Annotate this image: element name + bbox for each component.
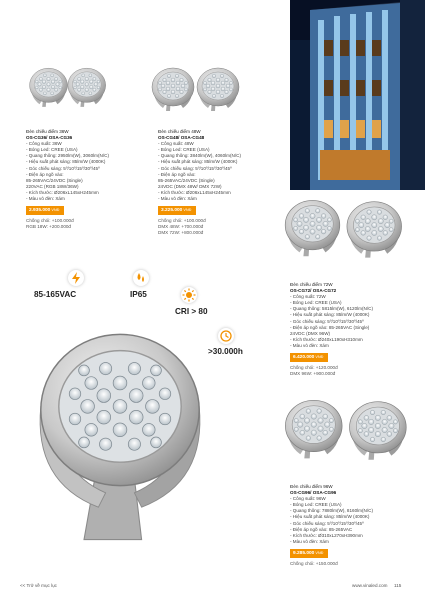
lifetime-badge — [218, 328, 234, 344]
building-night-photo — [290, 0, 425, 190]
option-line: Chống chói: +150.000đ — [290, 561, 338, 567]
spec-line: - Góc chiếu sáng: 5º/10º/15º/30º/45º — [158, 165, 232, 171]
spec-line: 24VDC (DMX 48W/ DMX 72W) — [158, 183, 222, 189]
spec-line: - Màu vỏ đèn: Xám — [290, 538, 329, 544]
spec-line: - Góc chiếu sáng: 5º/10º/15º/30º/45º — [290, 318, 364, 324]
cri-label: CRI > 80 — [175, 307, 208, 316]
option-line: DMX 96W: +900.000đ — [290, 371, 336, 377]
price-currency: VNĐ — [315, 550, 324, 555]
spec-line: - Màu vỏ đèn: Xám — [290, 342, 329, 348]
product-hero-image — [30, 320, 210, 545]
lightning-bolt-icon — [68, 270, 84, 286]
spec-line: - Quang thông: 2950lm(W), 3060lm(N/C) — [26, 153, 109, 159]
back-to-contents-link[interactable]: << Trở về mục lục — [20, 583, 57, 588]
spec-line: - Hiệu suất phát sáng: 85lm/W (4000K) — [26, 159, 106, 165]
product-code: OS-CG48/ OSA-CG48 — [158, 135, 205, 141]
product-title: Đèn chiếu điểm 96W — [290, 484, 333, 489]
option-line: Chống chói: +100.000đ — [26, 218, 74, 224]
spec-line: - Góc chiếu sáng: 5º/10º/15º/30º/45º — [26, 165, 100, 171]
price-currency: VNĐ — [315, 355, 324, 360]
product-image-36w — [26, 58, 116, 118]
product-48w — [158, 129, 241, 237]
spec-line: - Bóng Led: CREE (USA) — [290, 300, 342, 306]
spec-line: 85-265VAC/24VDC (Single) — [26, 177, 83, 183]
ip-rating-label: IP65 — [130, 290, 147, 299]
voltage-label: 85-165VAC — [34, 290, 77, 299]
option-line: Chống chói: +120.000đ — [290, 365, 338, 371]
option-line: DMX 48W: +700.000đ — [158, 224, 204, 230]
product-title: Đèn chiếu điểm 48W — [158, 129, 201, 134]
clock-icon — [218, 328, 234, 344]
price-badge — [26, 206, 64, 215]
spec-line: - Kích thước: Ø240xL190xH310mm — [290, 336, 363, 342]
spec-line: - Bóng Led: CREE (USA) — [158, 147, 210, 153]
spec-line: - Màu vỏ đèn: Xám — [158, 196, 197, 202]
product-image-96w — [280, 390, 415, 470]
product-code: OS-CG36/ OSA-CG36 — [26, 135, 73, 141]
spec-line: - Công suất: 48W — [158, 141, 194, 147]
spec-line: - Bóng Led: CREE (USA) — [26, 147, 78, 153]
product-title: Đèn chiếu điểm 72W — [290, 282, 333, 287]
product-72w — [290, 282, 373, 377]
product-36w — [26, 129, 109, 230]
spec-line: 85-265VAC/24VDC (Single) — [158, 177, 215, 183]
spec-line: - Công suất: 72W — [290, 294, 326, 300]
water-drops-icon — [133, 270, 149, 286]
spec-line: - Kích thước: Ø206xL145xH245mm — [158, 189, 231, 195]
product-image-48w — [148, 58, 248, 122]
option-line: Chống chói: +100.000đ — [158, 218, 206, 224]
spec-line: - Kích thước: Ø310xL270xH390mm — [290, 532, 363, 538]
product-title: Đèn chiếu điểm 36W — [26, 129, 69, 134]
spec-line: - Quang thông: 7880lm(W), 8160lm(N/C) — [290, 508, 373, 514]
price-currency: VNĐ — [51, 208, 60, 213]
spec-line: - Công suất: 36W — [26, 141, 62, 147]
spec-line: - Điện áp ngõ vào: 85-265VAC — [290, 526, 353, 532]
spec-line: - Kích thước: Ø206xL145xH245mm — [26, 189, 99, 195]
spec-line: - Công suất: 96W — [290, 496, 326, 502]
spec-line: - Điện áp ngõ vào: — [158, 171, 196, 177]
product-96w — [290, 484, 373, 567]
spec-line: 220VAC (RGB 18W/36W) — [26, 183, 79, 189]
price-value: 2.935.000 — [29, 208, 51, 214]
price-badge — [290, 549, 328, 558]
spec-line: - Quang thông: 5815lm(W), 6120lm(N/C) — [290, 306, 373, 312]
product-code: OS-CG96/ OSA-CG96 — [290, 490, 337, 496]
page-number: 115 — [394, 583, 402, 588]
cri-badge — [181, 287, 197, 303]
price-currency: VNĐ — [183, 208, 192, 213]
price-badge — [158, 206, 196, 215]
spec-line: - Hiệu suất phát sáng: 85lm/W (4000K) — [158, 159, 238, 165]
website-url[interactable]: www.vinaled.com — [352, 583, 388, 588]
voltage-badge — [68, 270, 84, 286]
lifetime-label: >30.000h — [208, 347, 243, 356]
price-value: 3.225.000 — [161, 208, 183, 214]
spec-line: - Điện áp ngõ vào: — [26, 171, 64, 177]
ip-rating-badge — [133, 270, 149, 286]
option-line: DMX 72W: +800.000đ — [158, 230, 204, 236]
spec-line: - Màu vỏ đèn: Xám — [26, 196, 65, 202]
spec-line: - Hiệu suất phát sáng: 85lm/W (4000K) — [290, 514, 370, 520]
price-badge — [290, 353, 328, 362]
option-line: RGB 18W: +200.000đ — [26, 224, 71, 230]
price-value: 6.420.000 — [293, 355, 315, 361]
spec-line: 24VDC (DMX 96W) — [290, 330, 331, 336]
product-code: OS-CG72/ OSA-CG72 — [290, 288, 337, 294]
spec-line: - Hiệu suất phát sáng: 85lm/W (4000K) — [290, 312, 370, 318]
spec-line: - Quang thông: 3840lm(W), 4060lm(N/C) — [158, 153, 241, 159]
product-image-72w — [280, 190, 410, 268]
spec-line: - Góc chiếu sáng: 5º/10º/15º/30º/45º — [290, 520, 364, 526]
spec-line: - Điện áp ngõ vào: 85-265VAC (Single) — [290, 324, 370, 330]
spec-line: - Bóng Led: CREE (USA) — [290, 502, 342, 508]
price-value: 9.285.000 — [293, 550, 315, 556]
sun-icon — [181, 287, 197, 303]
